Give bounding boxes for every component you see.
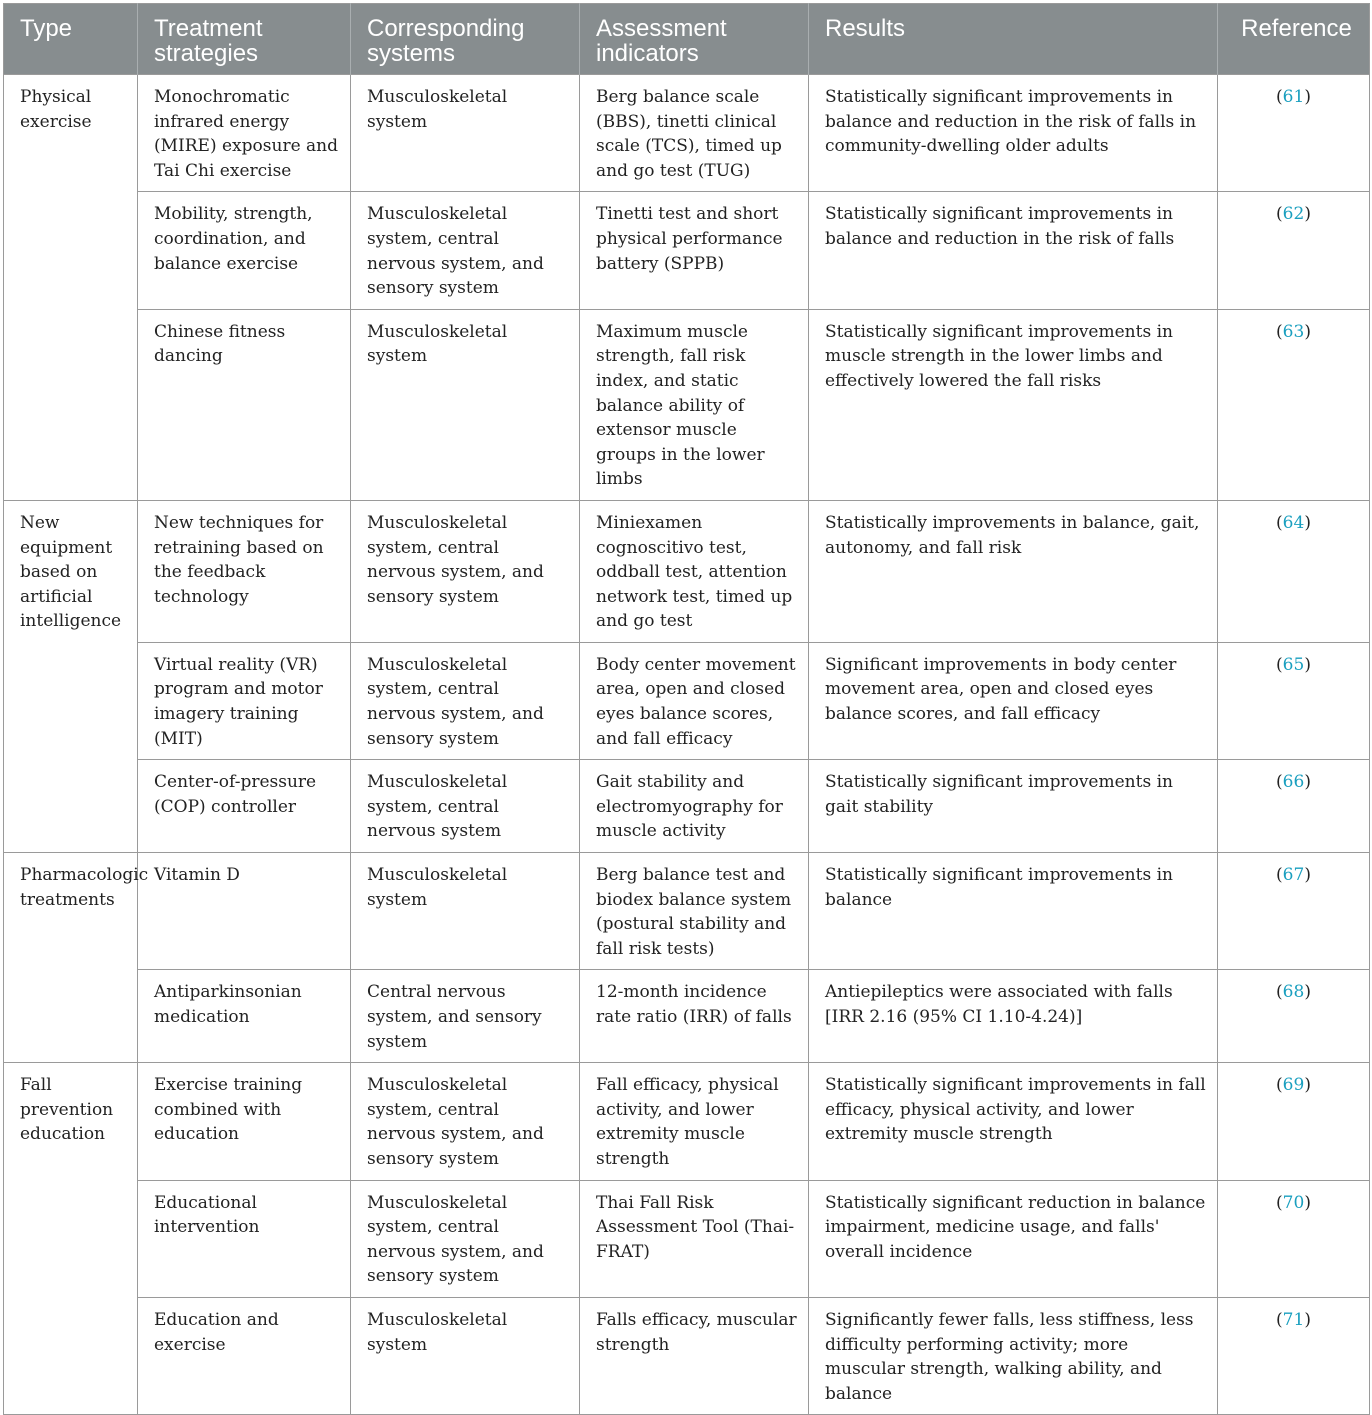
reference-link[interactable]: 62 xyxy=(1282,204,1305,225)
systems-cell: Musculoskeletal system xyxy=(351,75,580,192)
reference-link[interactable]: 61 xyxy=(1282,87,1305,107)
reference-cell: (67) xyxy=(1218,853,1370,970)
col-header-treatment: Treatment strategies xyxy=(138,4,351,75)
systems-cell: Musculoskeletal system, central nervous system, and sensory system xyxy=(351,500,580,642)
table-row xyxy=(4,1297,1370,1414)
reference-cell: (62) xyxy=(1218,192,1370,309)
results-cell: Statistically significant improvements in balance xyxy=(809,853,1218,970)
table-row xyxy=(4,309,1370,500)
treatment-cell: Virtual reality (VR) program and motor imagery training (MIT) xyxy=(138,642,351,759)
table-row xyxy=(4,853,1370,970)
systems-cell: Musculoskeletal system, central nervous system, and sensory system xyxy=(351,1063,580,1180)
indicators-cell: Thai Fall Risk Assessment Tool (Thai-FRAT) xyxy=(580,1180,809,1297)
indicators-cell: 12-month incidence rate ratio (IRR) of falls xyxy=(580,970,809,1063)
treatment-cell: Exercise training combined with education xyxy=(138,1063,351,1180)
systems-cell: Musculoskeletal system, central nervous system, and sensory system xyxy=(351,192,580,309)
table-row xyxy=(4,75,1370,192)
results-cell: Statistically significant improvements in fall efficacy, physical activity, and lower extremity muscle strength xyxy=(809,1063,1218,1180)
col-header-indicators: Assessment indicators xyxy=(580,4,809,75)
reference-cell: (63) xyxy=(1218,309,1370,500)
reference-cell: (65) xyxy=(1218,642,1370,759)
reference-cell: (69) xyxy=(1218,1063,1370,1180)
results-cell: Statistically significant improvements in gait stability xyxy=(809,760,1218,853)
treatment-cell: Educational intervention xyxy=(138,1180,351,1297)
results-cell: Significantly fewer falls, less stiffness, less difficulty performing activity; more muscular strength, walking ability, and balance xyxy=(809,1297,1218,1414)
col-header-results: Results xyxy=(809,4,1218,75)
treatment-cell: New techniques for retraining based on the feedback technology xyxy=(138,500,351,642)
reference-link[interactable]: 64 xyxy=(1282,512,1305,533)
table-row xyxy=(4,970,1370,1063)
table-row xyxy=(4,760,1370,853)
treatment-cell: Chinese fitness dancing xyxy=(138,309,351,500)
table-row xyxy=(4,642,1370,759)
indicators-cell: Miniexamen cognoscitivo test, oddball test, attention network test, timed up and go test xyxy=(580,500,809,642)
table-row xyxy=(4,192,1370,309)
reference-cell: (68) xyxy=(1218,970,1370,1063)
systems-cell: Musculoskeletal system xyxy=(351,309,580,500)
reference-cell: (61) xyxy=(1218,75,1370,192)
systems-cell: Central nervous system, and sensory system xyxy=(351,970,580,1063)
treatment-cell: Center-of-pressure (COP) controller xyxy=(138,760,351,853)
reference-link[interactable]: 69 xyxy=(1282,1075,1305,1096)
treatment-cell: Mobility, strength, coordination, and balance exercise xyxy=(138,192,351,309)
treatment-cell: Monochromatic infrared energy (MIRE) exposure and Tai Chi exercise xyxy=(138,75,351,192)
reference-cell: (71) xyxy=(1218,1297,1370,1414)
indicators-cell: Gait stability and electromyography for muscle activity xyxy=(580,760,809,853)
results-cell: Statistically significant improvements in balance and reduction in the risk of falls in community-dwelling older adults xyxy=(809,75,1218,192)
type-cell: Physical exercise xyxy=(4,75,138,501)
results-cell: Statistically improvements in balance, gait, autonomy, and fall risk xyxy=(809,500,1218,642)
indicators-cell: Fall efficacy, physical activity, and lower extremity muscle strength xyxy=(580,1063,809,1180)
table-row xyxy=(4,500,1370,642)
col-header-type: Type xyxy=(4,4,138,75)
header-row xyxy=(4,4,1370,75)
indicators-cell: Tinetti test and short physical performance battery (SPPB) xyxy=(580,192,809,309)
results-cell: Antiepileptics were associated with falls [IRR 2.16 (95% CI 1.10-4.24)] xyxy=(809,970,1218,1063)
reference-cell: (70) xyxy=(1218,1180,1370,1297)
reference-cell: (64) xyxy=(1218,500,1370,642)
systems-cell: Musculoskeletal system xyxy=(351,853,580,970)
table-row xyxy=(4,1063,1370,1180)
table-row xyxy=(4,1180,1370,1297)
type-cell: New equipment based on artificial intelligence xyxy=(4,500,138,852)
reference-link[interactable]: 66 xyxy=(1282,772,1305,793)
type-cell: Pharmacologic treatments xyxy=(4,853,138,1063)
reference-link[interactable]: 71 xyxy=(1282,1309,1305,1330)
reference-link[interactable]: 67 xyxy=(1282,865,1305,886)
systems-cell: Musculoskeletal system, central nervous system, and sensory system xyxy=(351,642,580,759)
results-cell: Statistically significant improvements in muscle strength in the lower limbs and effectively lowered the fall risks xyxy=(809,309,1218,500)
indicators-cell: Falls efficacy, muscular strength xyxy=(580,1297,809,1414)
results-cell: Statistically significant reduction in balance impairment, medicine usage, and falls' overall incidence xyxy=(809,1180,1218,1297)
results-cell: Significant improvements in body center movement area, open and closed eyes balance scores, and fall efficacy xyxy=(809,642,1218,759)
col-header-reference: Reference xyxy=(1218,4,1370,75)
indicators-cell: Berg balance scale (BBS), tinetti clinical scale (TCS), timed up and go test (TUG) xyxy=(580,75,809,192)
reference-link[interactable]: 68 xyxy=(1282,982,1305,1003)
indicators-cell: Berg balance test and biodex balance system (postural stability and fall risk tests) xyxy=(580,853,809,970)
systems-cell: Musculoskeletal system xyxy=(351,1297,580,1414)
indicators-cell: Maximum muscle strength, fall risk index, and static balance ability of extensor muscle groups in the lower limbs xyxy=(580,309,809,500)
reference-link[interactable]: 65 xyxy=(1282,654,1305,675)
type-cell: Fall prevention education xyxy=(4,1063,138,1415)
treatment-table xyxy=(3,3,1370,1415)
treatment-cell: Education and exercise xyxy=(138,1297,351,1414)
treatment-cell: Antiparkinsonian medication xyxy=(138,970,351,1063)
results-cell: Statistically significant improvements in balance and reduction in the risk of falls xyxy=(809,192,1218,309)
treatment-cell: Vitamin D xyxy=(138,853,351,970)
reference-link[interactable]: 70 xyxy=(1282,1192,1305,1213)
reference-cell: (66) xyxy=(1218,760,1370,853)
systems-cell: Musculoskeletal system, central nervous system, and sensory system xyxy=(351,1180,580,1297)
col-header-systems: Corresponding systems xyxy=(351,4,580,75)
indicators-cell: Body center movement area, open and closed eyes balance scores, and fall efficacy xyxy=(580,642,809,759)
systems-cell: Musculoskeletal system, central nervous system xyxy=(351,760,580,853)
reference-link[interactable]: 63 xyxy=(1282,321,1305,342)
